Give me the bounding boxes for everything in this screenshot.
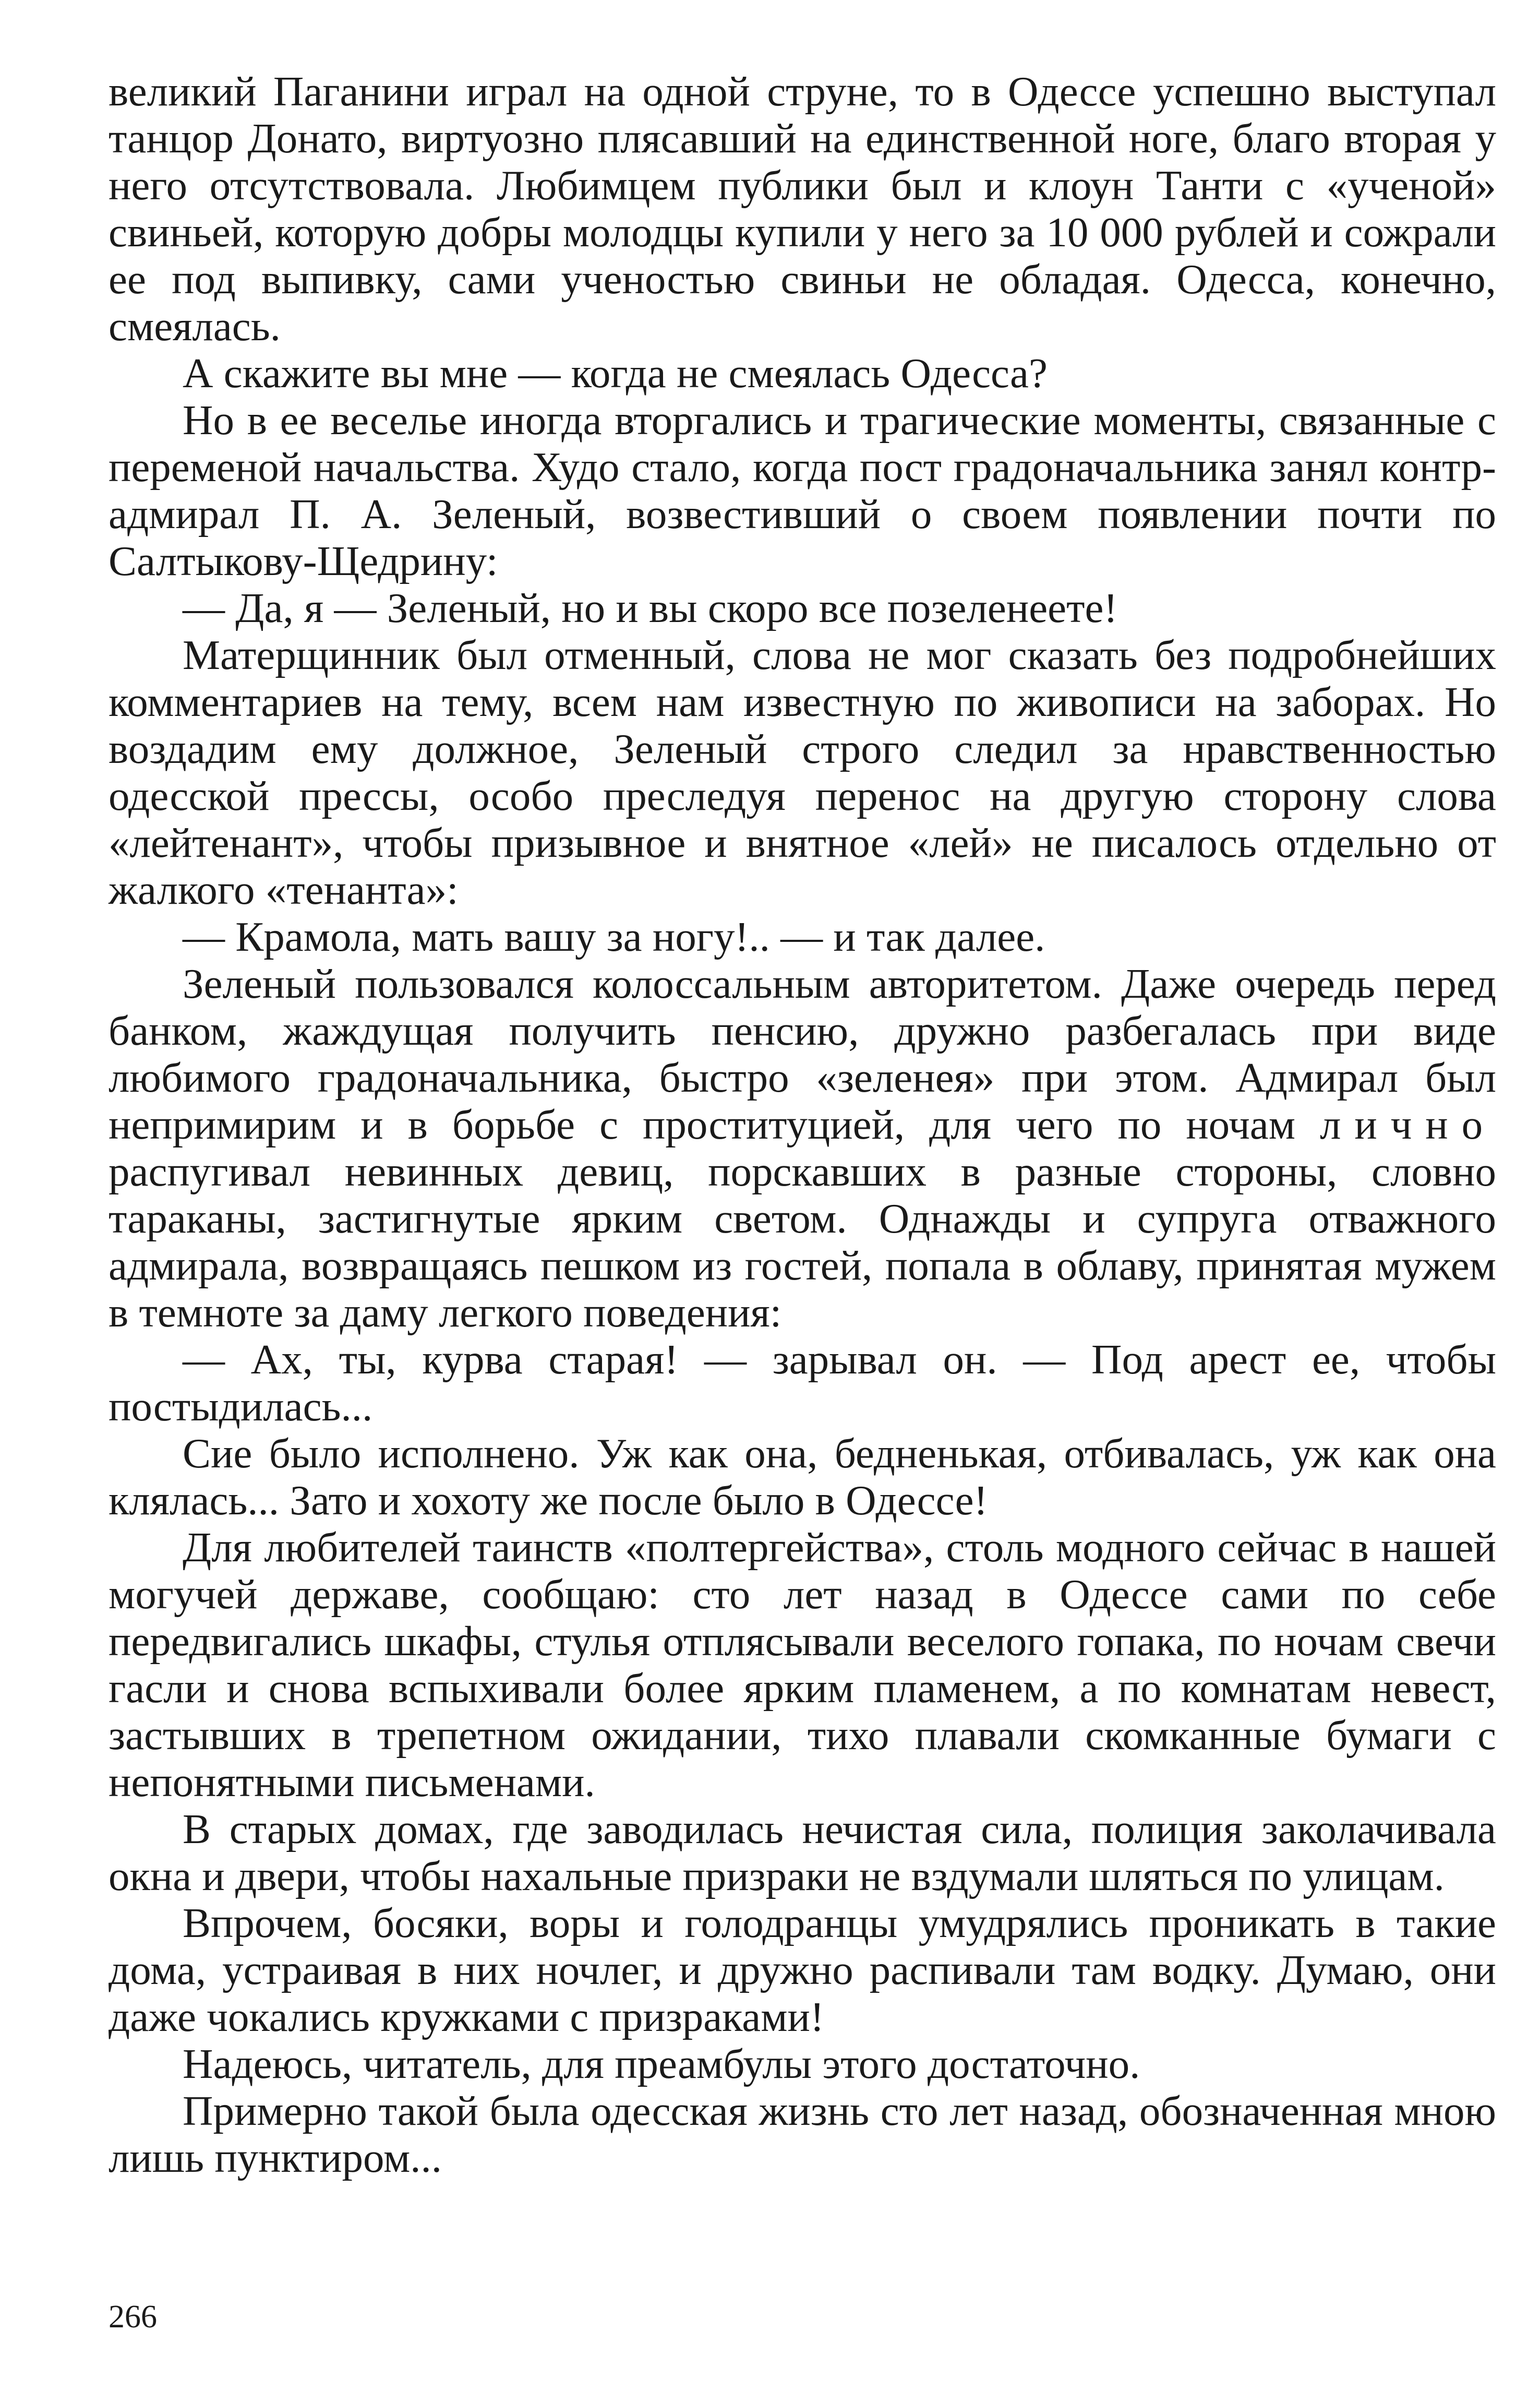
- paragraph-4: — Да, я — Зеленый, но и вы скоро все позеленеете!: [183, 584, 1118, 631]
- paragraph-7-after: распугивал невинных девиц, порскавших в разные стороны, словно тараканы, застигнутые ярким светом. Однажды и супруга отважного адмирала, возвращаясь пешком из гостей, попала в облаву, принятая мужем в темноте за даму легкого поведения:: [109, 1148, 1496, 1336]
- paragraph-6: — Крамола, мать вашу за ногу!.. — и так далее.: [183, 913, 1045, 960]
- spaced-emphasis: лично: [1320, 1101, 1496, 1148]
- paragraph-10: Для любителей таинств «полтергейства», столь модного сейчас в нашей могучей державе, сообщаю: сто лет назад в Одессе сами по себе передвигались шкафы, стулья отплясывали веселого гопака, по ночам свечи гасли и снова вспыхивали более ярким пламенем, а по комнатам невест, застывших в трепетном ожидании, тихо плавали скомканные бумаги с непонятными письменами.: [109, 1524, 1496, 1806]
- paragraph-5: Матерщинник был отменный, слова не мог сказать без подробнейших комментариев на тему, всем нам известную по живописи на заборах. Но воздадим ему должное, Зеленый строго следил за нравственностью одесской прессы, особо преследуя перенос на другую сторону слова «лейтенант», чтобы призывное и внятное «лей» не писалось отдельно от жалкого «тенанта»:: [109, 631, 1496, 913]
- paragraph-14: Примерно такой была одесская жизнь сто лет назад, обозначенная мною лишь пунктиром...: [109, 2087, 1496, 2181]
- paragraph-7-before: Зеленый пользовался колоссальным авторитетом. Даже очередь перед банком, жаждущая получить пенсию, дружно разбегалась при виде любимого градоначальника, быстро «зеленея» при этом. Адмирал был непримирим и в борьбе с проституцией, для чего по ночам: [109, 960, 1496, 1148]
- paragraph-13: Надеюсь, читатель, для преамбулы этого достаточно.: [183, 2040, 1140, 2087]
- paragraph-7: [109, 960, 1496, 1336]
- page-body: [109, 68, 1496, 2181]
- paragraph-2: А скажите вы мне — когда не смеялась Одесса?: [183, 350, 1048, 397]
- paragraph-9: Сие было исполнено. Уж как она, бедненькая, отбивалась, уж как она клялась... Зато и хохоту же после было в Одессе!: [109, 1430, 1496, 1524]
- paragraph-11: В старых домах, где заводилась нечистая сила, полиция заколачивала окна и двери, чтобы нахальные призраки не вздумали шляться по улицам.: [109, 1806, 1496, 1899]
- paragraph-8: — Ах, ты, курва старая! — зарывал он. — Под арест ее, чтобы постыдилась...: [109, 1336, 1496, 1430]
- paragraph-12: Впрочем, босяки, воры и голодранцы умудрялись проникать в такие дома, устраивая в них ночлег, и дружно распивали там водку. Думаю, они даже чокались кружками с призраками!: [109, 1899, 1496, 2040]
- page-number: 266: [109, 2299, 157, 2335]
- paragraph-1: великий Паганини играл на одной струне, то в Одессе успешно выступал танцор Донато, виртуозно плясавший на единственной ноге, благо вторая у него отсутствовала. Любимцем публики был и клоун Танти с «ученой» свиньей, которую добры молодцы купили у него за 10 000 рублей и сожрали ее под выпивку, сами ученостью свиньи не обладая. Одесса, конечно, смеялась.: [109, 68, 1496, 350]
- paragraph-3: Но в ее веселье иногда вторгались и трагические моменты, связанные с переменой начальства. Худо стало, когда пост градоначальника занял контр-адмирал П. А. Зеленый, возвестивший о своем появлении почти по Салтыкову-Щедрину:: [109, 397, 1496, 584]
